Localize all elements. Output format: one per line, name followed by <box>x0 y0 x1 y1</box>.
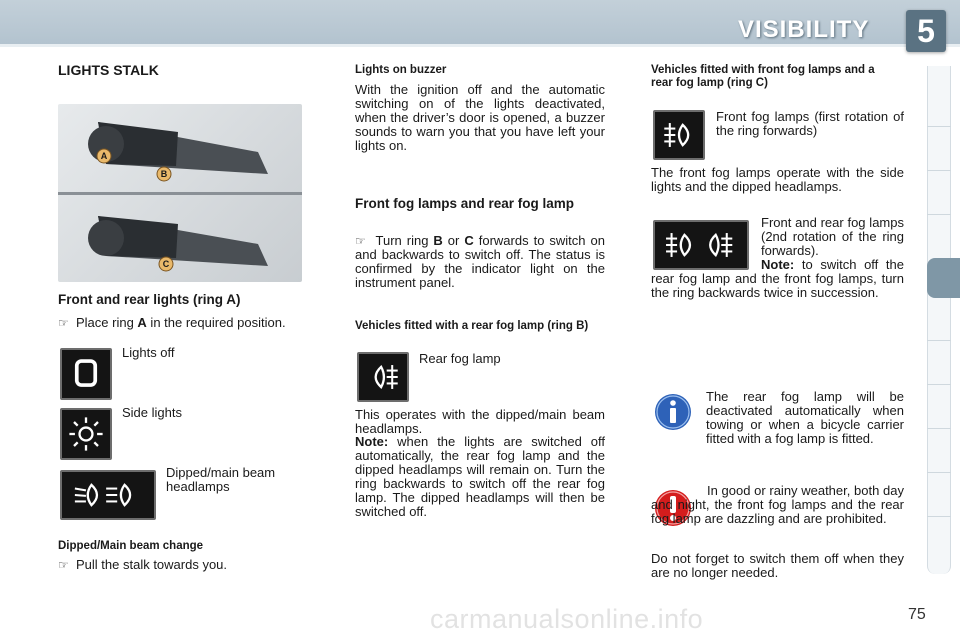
dipped-main-label: Dipped/main beam headlamps <box>166 465 276 494</box>
lights-off-icon <box>60 348 112 400</box>
front-fog-caption: Front fog lamps (first rotation of the ring forwards) <box>716 109 904 138</box>
beam-change-heading: Dipped/Main beam change <box>58 540 204 552</box>
stalk-illustration <box>58 104 302 282</box>
dipped-operation-text: This operates with the dipped/main beam headlamps. <box>355 407 605 436</box>
tab-divider <box>927 170 951 171</box>
tab-divider <box>927 214 951 215</box>
tab-divider <box>927 340 951 341</box>
ring-a-instruction: ☞ Place ring A in the required position. <box>58 315 286 330</box>
info-icon <box>653 392 693 432</box>
section-title: LIGHTS STALK <box>58 62 159 78</box>
col3-note: Note: to switch off the rear fog lamp and the front fog lamps, turn the ring backwards twice in succession. <box>651 257 904 300</box>
lights-stalk-photo <box>58 104 302 282</box>
pointing-hand-icon: ☞ <box>58 316 69 330</box>
beam-change-instruction: ☞ Pull the stalk towards you. <box>58 557 228 572</box>
header-divider <box>0 44 960 47</box>
both-fog-caption: Front and rear fog lamps (2nd rotation of the ring forwards). <box>761 215 904 258</box>
ring-b-heading: Vehicles fitted with a rear fog lamp (ring B) <box>355 320 589 332</box>
front-fog-text: The front fog lamps operate with the side lights and the dipped headlamps. <box>651 165 904 194</box>
buzzer-text: With the ignition off and the automatic switching on of the lights deactivated, when the driver’s door is opened, a buzzer sounds to warn you that you have left your lights on. <box>355 82 605 153</box>
rear-fog-lamp-icon <box>357 352 409 402</box>
ring-b-label: B <box>160 169 168 179</box>
fog-instruction: ☞ Turn ring B or C forwards to switch on and backwards to switch off. The status is confirmed by the indicator light on the instrument panel. <box>355 233 605 290</box>
tab-divider <box>927 126 951 127</box>
front-fog-lamp-icon <box>653 110 705 160</box>
dipped-main-beam-icon <box>60 470 156 520</box>
fog-heading: Front fog lamps and rear fog lamp <box>355 196 575 211</box>
ring-a-heading: Front and rear lights (ring A) <box>58 292 241 307</box>
chapter-title: VISIBILITY <box>738 16 870 43</box>
tab-divider <box>927 472 951 473</box>
pointing-hand-icon: ☞ <box>58 558 69 572</box>
chapter-number: 5 <box>906 10 946 52</box>
info-text: The rear fog lamp will be deactivated automatically when towing or when a bicycle carrier fitted with a fog lamp is fitted. <box>706 389 904 446</box>
page-number: 75 <box>908 606 926 623</box>
warning-text: In good or rainy weather, both day and night, the front fog lamps and the rear fog lamp are dazzling and are prohibited. <box>651 483 904 526</box>
buzzer-heading: Lights on buzzer <box>355 64 447 76</box>
col2-note: Note: when the lights are switched off automatically, the rear fog lamp and the dipped headlamps will remain on. Turn the ring backwards to switch off the rear fog lamp. The dipped headlamps will then be switched off. <box>355 434 605 519</box>
tab-divider <box>927 384 951 385</box>
ring-a-label: A <box>100 151 108 161</box>
watermark: carmanualsonline.info <box>430 604 704 634</box>
ring-c-label: C <box>162 259 170 269</box>
chapter-tabs <box>927 66 951 574</box>
rear-fog-lamp-label: Rear fog lamp <box>419 351 501 366</box>
side-lights-icon <box>60 408 112 460</box>
ring-c-heading: Vehicles fitted with front fog lamps and a rear fog lamp (ring C) <box>651 64 875 89</box>
side-lights-label: Side lights <box>122 405 182 420</box>
pointing-hand-icon: ☞ <box>355 234 366 248</box>
tab-chapter-5[interactable] <box>927 258 960 298</box>
lights-off-label: Lights off <box>122 345 175 360</box>
tab-divider <box>927 516 951 517</box>
tab-divider <box>927 428 951 429</box>
reminder-text: Do not forget to switch them off when they are no longer needed. <box>651 551 904 580</box>
